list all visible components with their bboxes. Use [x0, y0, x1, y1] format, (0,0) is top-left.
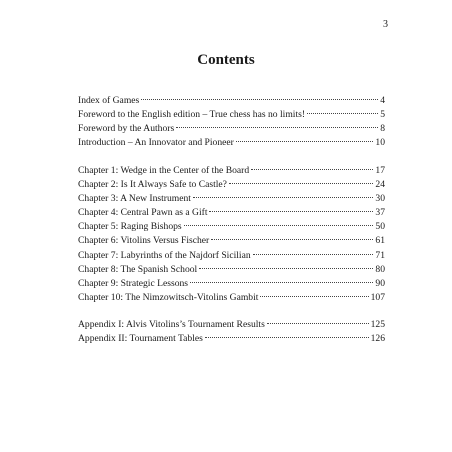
- toc-entry-label: Foreword to the English edition – True chess has no limits!: [78, 109, 306, 121]
- toc-entry-page: 24: [375, 179, 385, 191]
- dot-leader: [251, 169, 373, 170]
- toc-entry[interactable]: [78, 94, 385, 108]
- dot-leader: [307, 113, 378, 114]
- toc-entry-label: Appendix I: Alvis Vitolins’s Tournament Results: [78, 319, 265, 330]
- toc-entry-page: 125: [370, 319, 385, 330]
- toc-entry-label: Introduction – An Innovator and Pioneer: [78, 137, 234, 149]
- toc-entry[interactable]: [78, 220, 385, 234]
- toc-entry[interactable]: [78, 108, 385, 122]
- dot-leader: [193, 197, 373, 198]
- toc-entry[interactable]: [78, 249, 385, 263]
- toc-chapters: [78, 164, 385, 305]
- toc-entry-page: 30: [375, 193, 385, 205]
- toc-entry-label: Chapter 4: Central Pawn as a Gift: [78, 207, 208, 219]
- toc-entry[interactable]: [78, 234, 385, 248]
- dot-leader: [211, 239, 373, 240]
- dot-leader: [267, 323, 369, 324]
- toc-entry-label: Chapter 3: A New Instrument: [78, 193, 191, 205]
- page-title: Contents: [197, 52, 255, 68]
- dot-leader: [141, 99, 378, 100]
- toc-entry[interactable]: [78, 164, 385, 178]
- toc-entry-label: Chapter 7: Labyrinths of the Najdorf Sicilian: [78, 249, 251, 261]
- toc-entry-label: Chapter 5: Raging Bishops: [78, 221, 182, 233]
- dot-leader: [209, 211, 373, 212]
- toc-entry[interactable]: [78, 192, 385, 206]
- toc-entry-page: 71: [375, 249, 385, 261]
- toc-entry[interactable]: [78, 206, 385, 220]
- toc-entry-page: 4: [380, 95, 385, 106]
- dot-leader: [260, 296, 368, 297]
- toc-entry-page: 61: [375, 235, 385, 247]
- toc-entry[interactable]: [78, 332, 385, 346]
- dot-leader: [205, 337, 369, 338]
- toc-entry[interactable]: [78, 178, 385, 192]
- toc-entry-page: 80: [375, 263, 385, 275]
- toc-entry-page: 37: [375, 207, 385, 219]
- dot-leader: [190, 282, 373, 283]
- toc-entry-label: Chapter 1: Wedge in the Center of the Board: [78, 165, 250, 176]
- toc-entry-label: Chapter 2: Is It Always Safe to Castle?: [78, 179, 227, 191]
- page-number: 3: [383, 19, 388, 30]
- toc-entry[interactable]: [78, 277, 385, 291]
- toc-entry-page: 50: [375, 221, 385, 233]
- toc-entry-page: 10: [375, 137, 385, 149]
- toc-entry[interactable]: [78, 263, 385, 277]
- toc-entry-label: Appendix II: Tournament Tables: [78, 333, 203, 345]
- toc-front-matter: [78, 94, 385, 150]
- toc-entry[interactable]: [78, 122, 385, 136]
- dot-leader: [184, 225, 374, 226]
- toc-entry-label: Chapter 9: Strategic Lessons: [78, 277, 189, 289]
- toc-entry[interactable]: [78, 318, 385, 332]
- toc-entry-label: Chapter 8: The Spanish School: [78, 263, 198, 275]
- toc-entry-label: Index of Games: [78, 95, 140, 106]
- toc-entry[interactable]: [78, 291, 385, 305]
- dot-leader: [253, 254, 374, 255]
- dot-leader: [199, 268, 373, 269]
- toc-entry-label: Chapter 6: Vitolins Versus Fischer: [78, 235, 210, 247]
- toc-entry-label: Foreword by the Authors: [78, 123, 175, 135]
- toc-entry-page: 107: [370, 291, 385, 303]
- toc-entry-page: 5: [380, 109, 385, 121]
- toc-entry-page: 8: [380, 123, 385, 135]
- toc-entry-page: 17: [375, 165, 385, 176]
- dot-leader: [176, 127, 378, 128]
- dot-leader: [236, 141, 374, 142]
- toc-entry[interactable]: [78, 136, 385, 150]
- toc-appendices: [78, 318, 385, 346]
- toc-entry-label: Chapter 10: The Nimzowitsch-Vitolins Gambit: [78, 291, 259, 303]
- toc-entry-page: 126: [370, 333, 385, 345]
- dot-leader: [229, 183, 373, 184]
- toc-entry-page: 90: [375, 277, 385, 289]
